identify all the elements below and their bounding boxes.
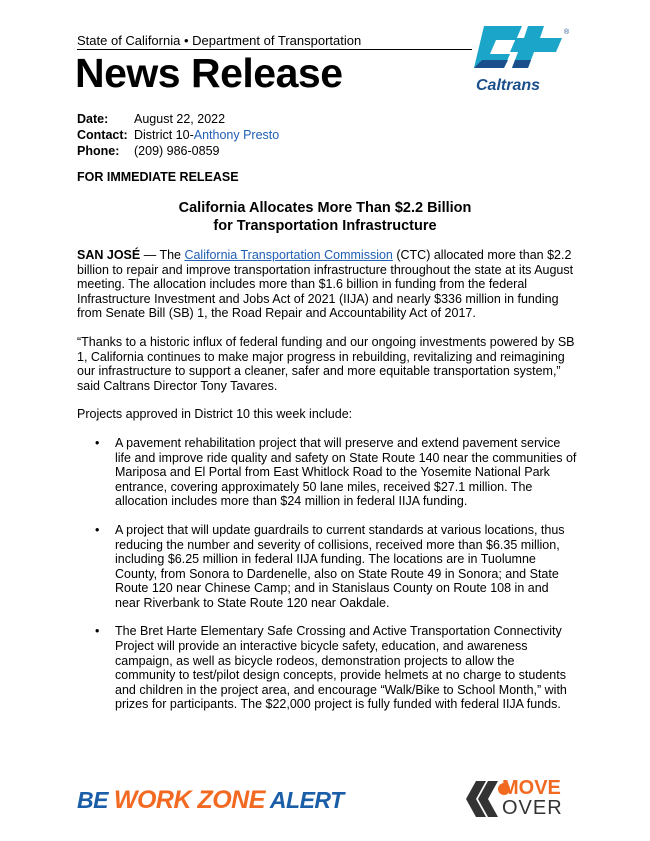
contact-value: District 10-Anthony Presto (134, 128, 280, 142)
paragraph-2: “Thanks to a historic influx of federal funding and our ongoing investments powered by SB 1, California continues to make major progress in rebuilding, revitalizing and reimagining our infrastructure to support a cleaner, safer and more equitable transportation system,” said Caltrans Director Tony Tavares. (77, 334, 575, 393)
work-zone-alert-logo: BE WORK ZONE ALERT (77, 786, 344, 814)
phone-value: (209) 986-0859 (134, 144, 220, 158)
bullet-icon: • (95, 624, 100, 639)
list-item: • A project that will update guardrails to current standards at various locations, thus reducing the number and severity of collisions, received more than $6.35 million, including $6.25 million in federal IIJA funding. The locations are in Tuolumne County, from Sonora to Dardenelle, also on State Route 49 in Sonora; and State Route 120 near Chinese Camp; and in Stanislaus County on Route 108 in and near Riverbank to State Route 120 near Oakdale. (95, 522, 565, 610)
caltrans-logo-text: Caltrans (476, 77, 541, 94)
dateline: SAN JOSÉ (77, 248, 141, 262)
headline (77, 199, 573, 235)
meta-contact-row (77, 127, 279, 143)
date-value: August 22, 2022 (134, 112, 226, 126)
bullet-icon: • (95, 435, 100, 450)
project-list (77, 436, 577, 712)
move-over-logo: MOVE OVER (502, 777, 563, 819)
article-body (77, 248, 577, 726)
meta-date-row (77, 111, 279, 127)
meta-phone-row (77, 143, 279, 159)
bullet-icon: • (95, 522, 100, 537)
page-title: News Release (75, 50, 343, 96)
date-label: Date: (77, 112, 109, 126)
list-item: • A pavement rehabilitation project that will preserve and extend pavement service life and improve ride quality and safety on State Route 140 near the communities of Mariposa and El Portal from East Whitlock Road to the Yosemite National Park entrance, covering approximately 50 lane miles, received $27.1 million. The allocation includes more than $24 million in federal IIJA funding. (95, 435, 577, 509)
list-item: • The Bret Harte Elementary Safe Crossing and Active Transportation Connectivity Project will provide an interactive bicycle safety, education, and awareness campaign, as well as bicycle rodeos, demonstration projects to allow the community to test/pilot design concepts, provide helmets at no charge to students and children in the project area, and encourage “Walk/Bike to School Month,” with prizes for participants. The $22,000 project is fully funded with federal IIJA funds. (95, 624, 567, 712)
agency-line: State of California • Department of Transportation (77, 33, 362, 48)
paragraph-1: SAN JOSÉ — The California Transportation Commission (CTC) allocated more than $2.2 billion to repair and improve transportation infrastructure throughout the state at its August meeting. The allocation includes more than $1.6 billion in funding from the federal Infrastructure Investment and Jobs Act of 2021 (IIJA) and nearly $336 million in funding from Senate Bill (SB) 1, the Road Repair and Accountability Act of 2017. (77, 248, 574, 321)
caltrans-ct-icon (474, 26, 562, 68)
headline-line-1: California Allocates More Than $2.2 Billion (178, 200, 472, 216)
contact-label: Contact: (77, 128, 128, 142)
headline-line-2: for Transportation Infrastructure (213, 218, 437, 234)
ctc-link[interactable]: California Transportation Commission (184, 248, 393, 262)
phone-label: Phone: (77, 144, 120, 158)
svg-text:®: ® (564, 29, 570, 36)
meta-block (77, 111, 279, 159)
contact-link[interactable]: Anthony Presto (193, 128, 280, 142)
release-notice: FOR IMMEDIATE RELEASE (77, 170, 239, 184)
caltrans-logo (470, 20, 572, 98)
paragraph-3: Projects approved in District 10 this week include: (77, 407, 353, 422)
